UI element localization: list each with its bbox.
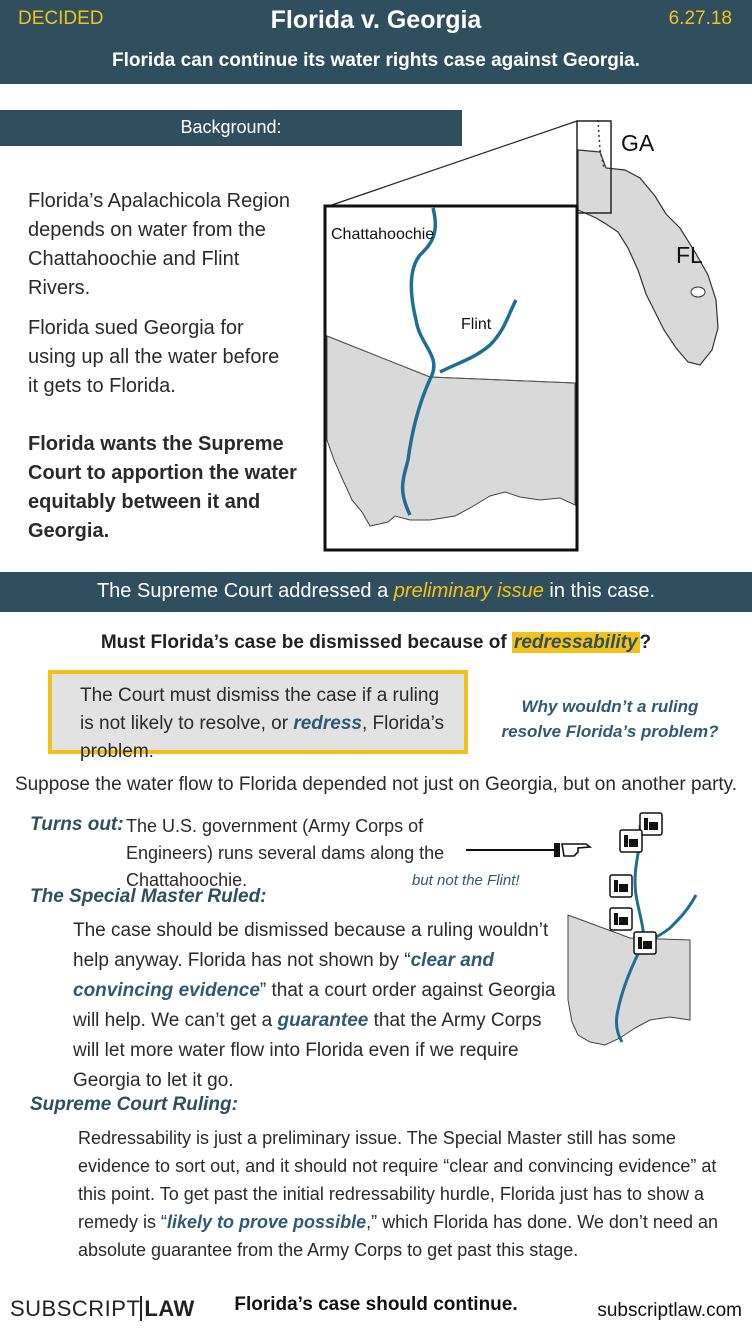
supreme-court-text	[78, 1124, 728, 1264]
turns-out-label: Turns out:	[30, 814, 124, 835]
question-highlight: redressability	[513, 632, 638, 653]
issue-banner-before: The Supreme Court addressed a	[96, 580, 394, 602]
sm-t2: ” that a court order against Georgia will help. We can’t get a	[73, 980, 556, 1031]
brand-logo-left: SUBSCRIPT	[10, 1296, 141, 1321]
turns-out-text: The U.S. government (Army Corps of Engineers) runs several dams along the Chattahoochie.	[126, 816, 445, 890]
suppose-text: Suppose the water flow to Florida depended not just on Georgia, but on another party.	[14, 774, 738, 795]
supreme-court-label: Supreme Court Ruling:	[30, 1094, 238, 1115]
sm-e1: clear and convincing evidence	[73, 950, 495, 1001]
page-subtitle: Florida can continue its water rights case against Georgia.	[112, 50, 640, 71]
rule-box-text	[80, 682, 452, 766]
rule-before: The Court must dismiss the case if a ruling is not likely to resolve, or	[80, 685, 440, 734]
decision-date: 6.27.18	[668, 8, 732, 29]
question-after: ?	[639, 632, 652, 653]
page-title: Florida v. Georgia	[270, 6, 482, 34]
flint-label: Flint	[461, 316, 492, 333]
question-before: Must Florida’s case be dismissed because of	[100, 632, 512, 653]
ga-label: GA	[621, 130, 655, 156]
sm-t1: The case should be dismissed because a ruling wouldn’t help anyway. Florida has not shown by “	[73, 920, 549, 971]
background-paragraph-2: Florida sued Georgia for using up all the water before it gets to Florida.	[28, 317, 280, 397]
site-url[interactable]: subscriptlaw.com	[597, 1300, 742, 1321]
issue-banner-text	[0, 580, 752, 603]
background-label: Background:	[180, 117, 282, 137]
dam-map	[560, 810, 740, 1050]
why-note: Why wouldn’t a ruling resolve Florida’s problem?	[501, 697, 719, 741]
dam-map-land	[568, 915, 690, 1045]
issue-banner-highlight: preliminary issue	[393, 580, 544, 602]
background-paragraph-1: Florida’s Apalachicola Region depends on water from the Chattahoochie and Flint Rivers.	[28, 190, 291, 299]
special-master-label: The Special Master Ruled:	[30, 886, 267, 907]
brand-logo-right: LAW	[140, 1296, 194, 1321]
chattahoochie-label: Chattahoochie	[331, 226, 435, 243]
region-map	[0, 0, 752, 570]
sc-e1: likely to prove possible	[167, 1212, 367, 1232]
special-master-text	[73, 916, 559, 1096]
sc-t1: Redressability is just a preliminary issue. The Special Master still has some evidence to sort out, and it should not require “clear and convincing evidence” at this point. To get past the initial redressability hurdle, Florida just has to show a remedy is “	[78, 1128, 717, 1232]
fl-label: FL	[676, 242, 703, 268]
sc-t2: ,” which Florida has done. We don’t need an absolute guarantee from the Army Corps to get past this stage.	[78, 1212, 718, 1260]
turns-out-note: but not the Flint!	[412, 872, 520, 889]
sm-e2: guarantee	[277, 1010, 369, 1031]
main-question	[0, 632, 752, 654]
rule-box	[48, 670, 468, 762]
conclusion-text: Florida’s case should continue.	[234, 1294, 518, 1315]
sm-t3: that the Army Corps will let more water flow into Florida even if we require Georgia to let it go.	[73, 1010, 542, 1091]
rule-emph: redress	[293, 713, 362, 734]
rule-after: , Florida’s problem.	[80, 713, 444, 762]
status-label: DECIDED	[18, 8, 104, 29]
background-paragraph-3: Florida wants the Supreme Court to apportion the water equitably between it and Georgia.	[28, 433, 297, 542]
issue-banner-after: in this case.	[543, 580, 656, 602]
